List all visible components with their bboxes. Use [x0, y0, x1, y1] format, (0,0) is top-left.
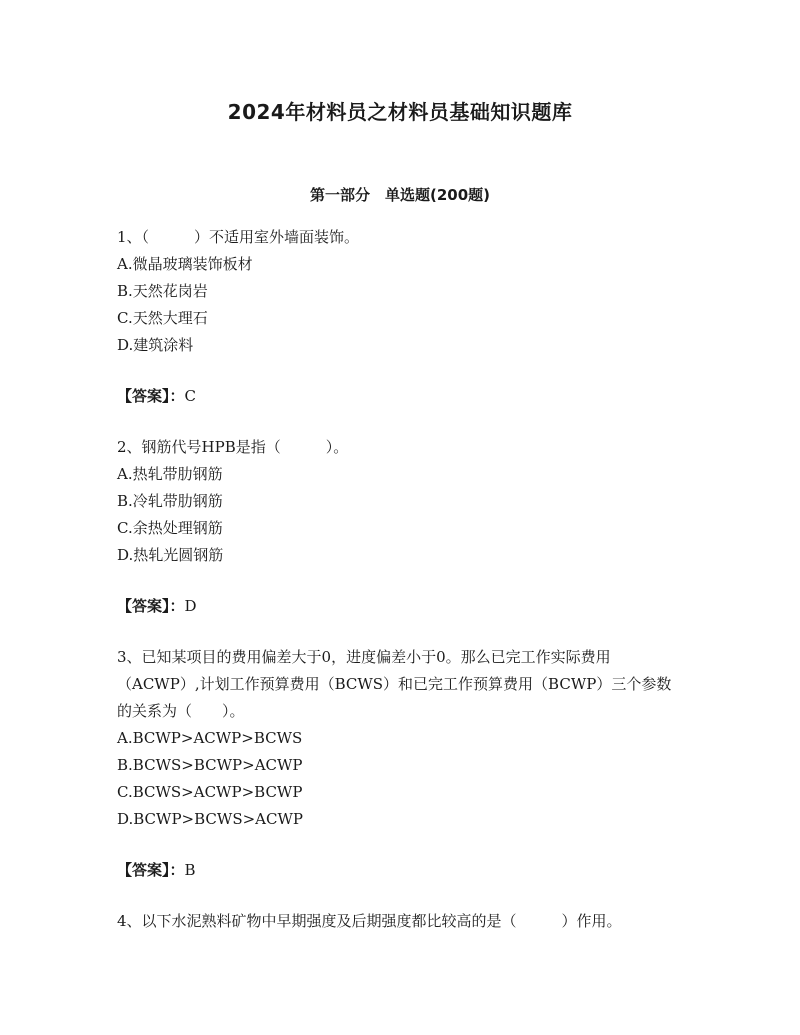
question-item: [117, 644, 677, 884]
answer-line: [117, 383, 677, 410]
question-stem: 1、（ ）不适用室外墙面装饰。: [117, 228, 360, 246]
answer-line: [117, 593, 677, 620]
page-title: 2024年材料员之材料员基础知识题库: [227, 100, 573, 124]
answer-value: D: [184, 597, 197, 615]
option-b: B.冷轧带肋钢筋: [117, 492, 223, 510]
answer-label: 【答案】：: [117, 861, 185, 879]
answer-label: 【答案】：: [117, 387, 185, 405]
answer-value: C: [184, 387, 196, 405]
option-d: D.建筑涂料: [117, 336, 194, 354]
option-b: B.天然花岗岩: [117, 282, 208, 300]
answer-label: 【答案】：: [117, 597, 185, 615]
option-c: C.BCWS>ACWP>BCWP: [117, 783, 303, 801]
option-c: C.天然大理石: [117, 309, 208, 327]
question-item: [117, 224, 677, 410]
option-d: D.热轧光圆钢筋: [117, 546, 224, 564]
question-item: [117, 908, 677, 935]
question-stem: 3、已知某项目的费用偏差大于0，进度偏差小于0。那么已完工作实际费用（ACWP）,计划工作预算费用（BCWS）和已完工作预算费用（BCWP）三个参数的关系为（ ）。: [117, 648, 672, 720]
option-a: A.热轧带肋钢筋: [117, 465, 223, 483]
question-stem: 2、钢筋代号HPB是指（ ）。: [117, 438, 349, 456]
option-a: A.BCWP>ACWP>BCWS: [117, 729, 303, 747]
answer-value: B: [184, 861, 196, 879]
question-item: [117, 434, 677, 620]
answer-line: [117, 857, 677, 884]
option-b: B.BCWS>BCWP>ACWP: [117, 756, 303, 774]
section-heading: 第一部分 单选题(200题): [309, 186, 491, 204]
option-c: C.余热处理钢筋: [117, 519, 223, 537]
question-list: [117, 224, 677, 959]
question-stem: 4、以下水泥熟料矿物中早期强度及后期强度都比较高的是（ ）作用。: [117, 912, 622, 930]
option-a: A.微晶玻璃装饰板材: [117, 255, 253, 273]
option-d: D.BCWP>BCWS>ACWP: [117, 810, 303, 828]
